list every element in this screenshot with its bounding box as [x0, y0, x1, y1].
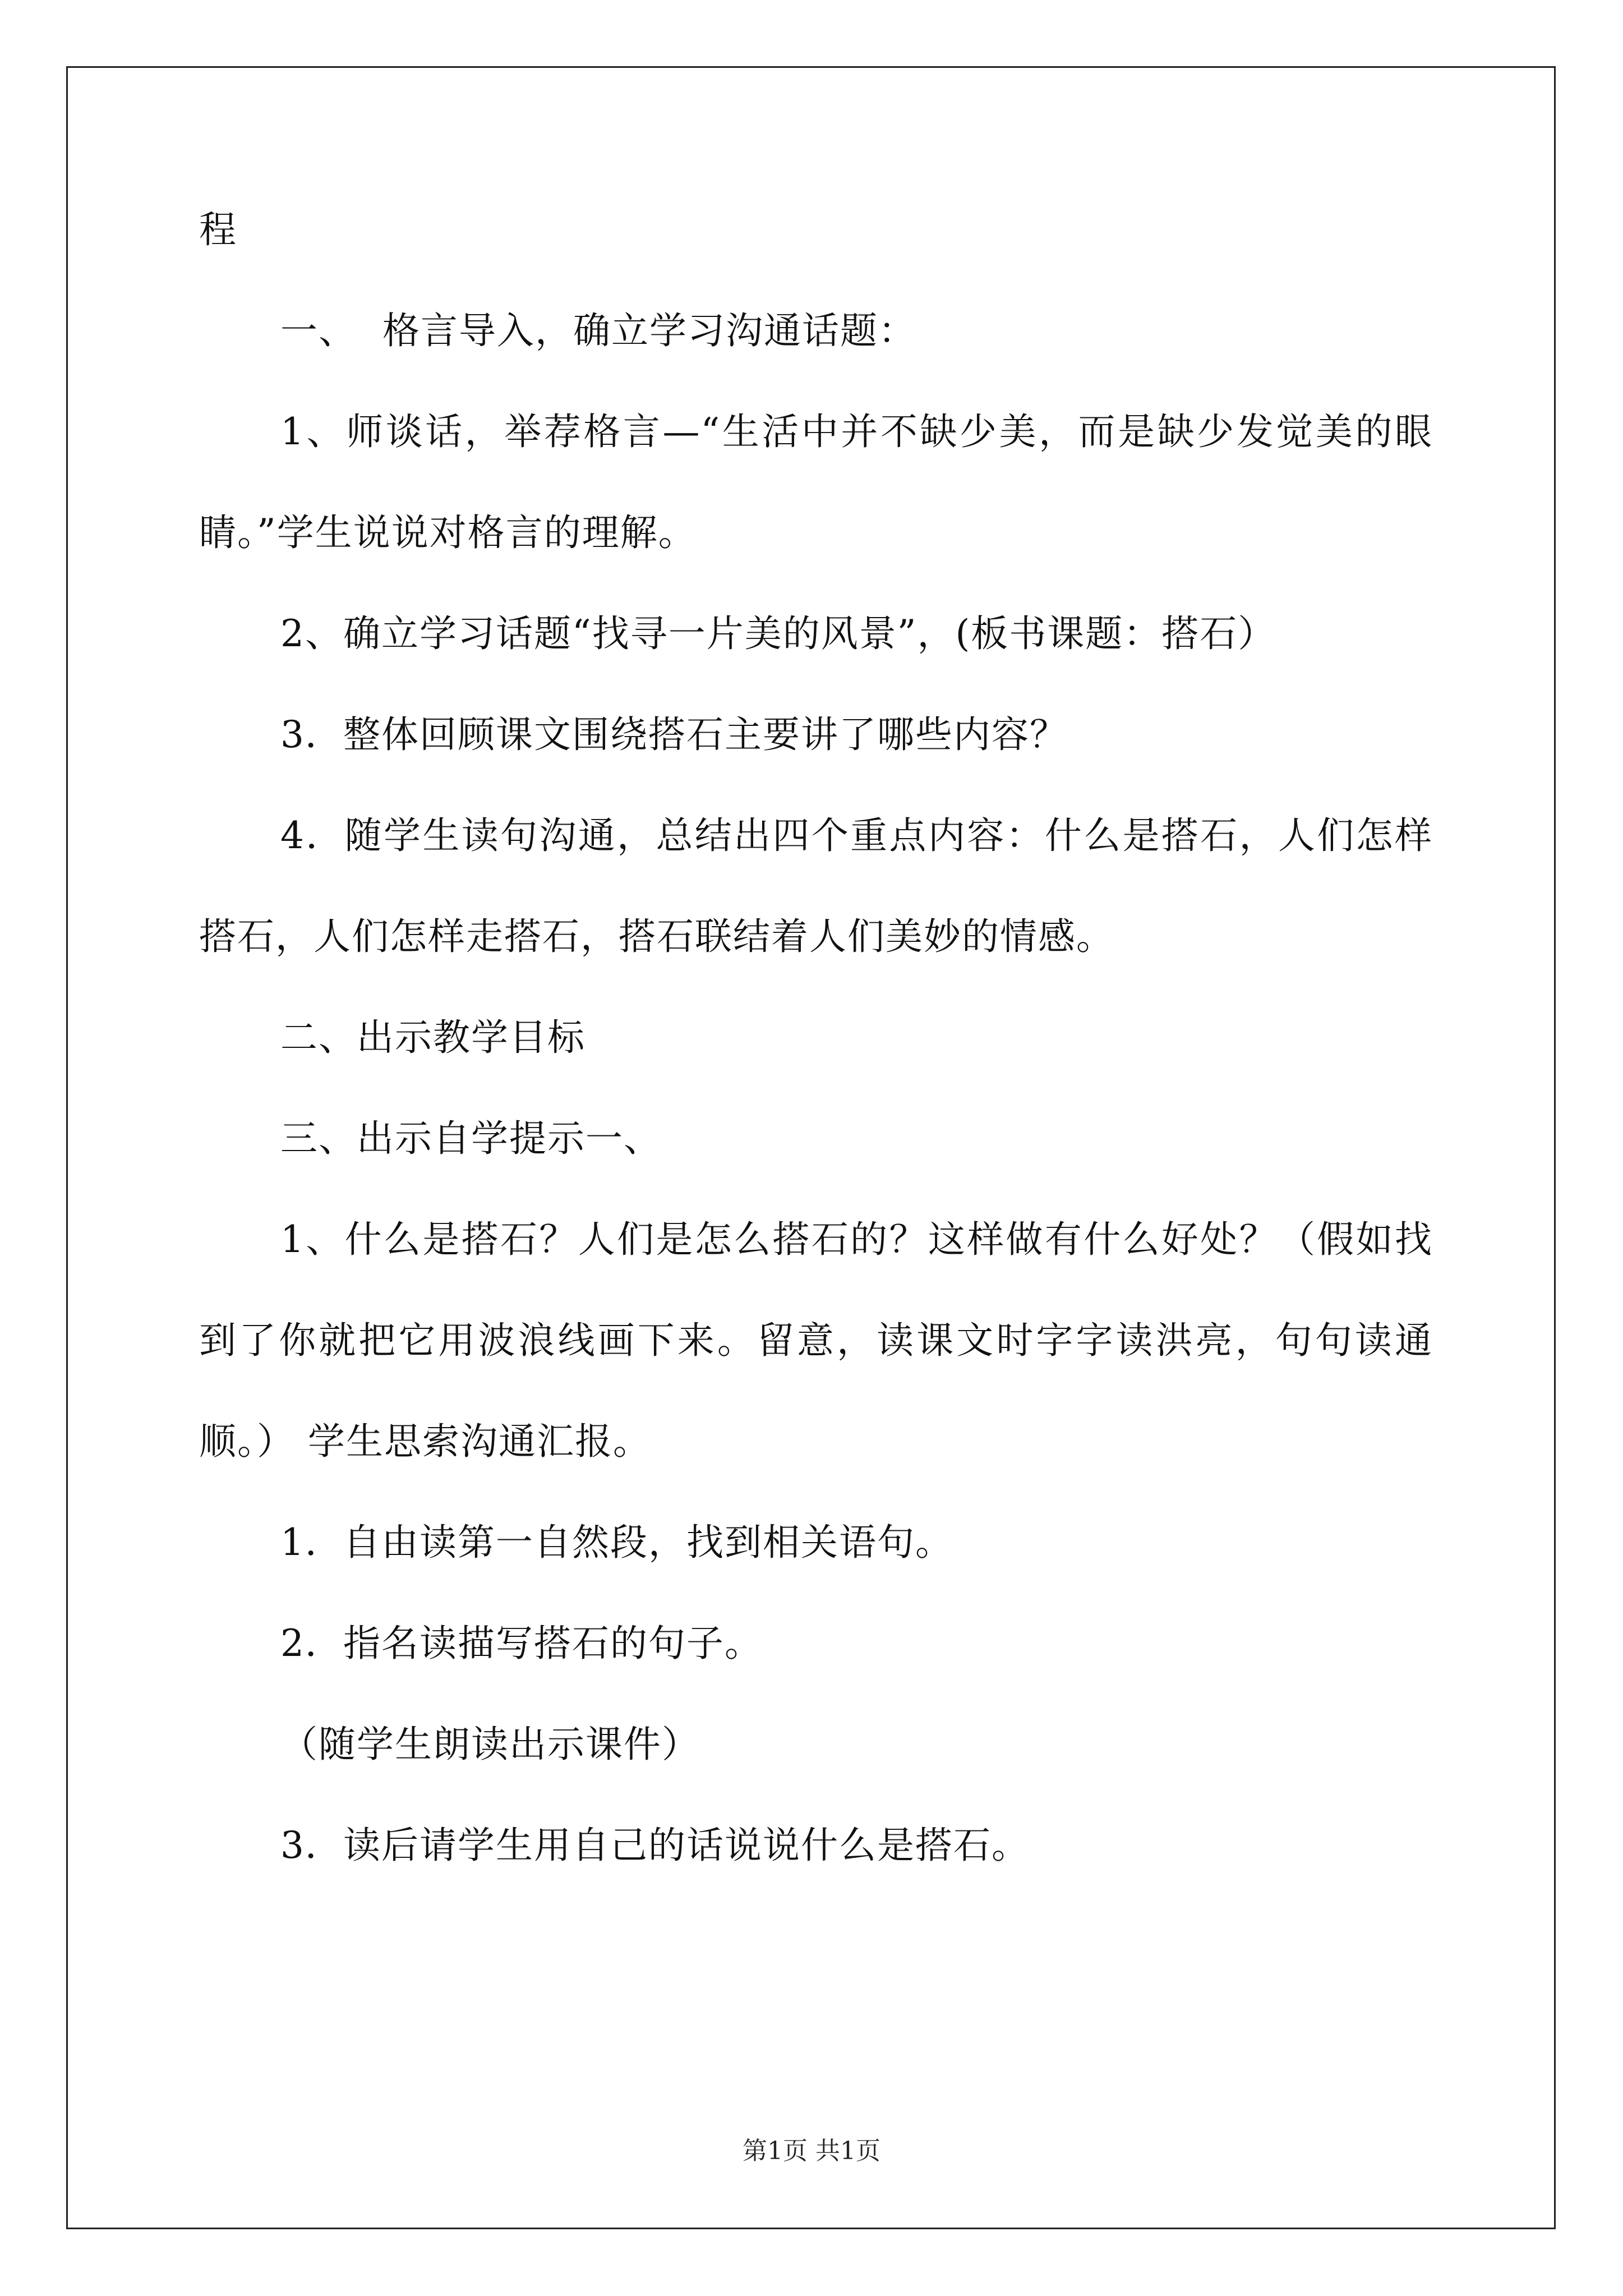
paragraph-step-1: 1．自由读第一自然段，找到相关语句。 — [280, 1521, 953, 1564]
document-body — [199, 205, 1433, 1921]
paragraph-summary: 4．随学生读句沟通，总结出四个重点内容：什么是搭石，人们怎样搭石，人们怎样走搭石，搭石联结着人们美妙的情感。 — [199, 814, 1433, 958]
page-footer: 第1页 共1页 — [743, 2137, 880, 2165]
paragraph-self-study-questions: 1、什么是搭石？人们是怎么搭石的？这样做有什么好处？（假如找到了你就把它用波浪线画下来。留意，读课文时字字读洪亮，句句读通顺。） 学生思索沟通汇报。 — [199, 1218, 1433, 1463]
paragraph-topic: 2、确立学习话题“找寻一片美的风景”，(板书课题：搭石） — [280, 612, 1276, 655]
paragraph-courseware-note: （随学生朗读出示课件） — [280, 1723, 700, 1766]
paragraph-step-2: 2．指名读描写搭石的句子。 — [280, 1622, 763, 1665]
paragraph-motto: 1、师谈话，举荐格言—“生活中并不缺少美，而是缺少发觉美的眼睛。”学生说说对格言的理解。 — [199, 410, 1433, 554]
paragraph-step-3: 3．读后请学生用自己的话说说什么是搭石。 — [280, 1824, 1030, 1867]
paragraph-section-two-heading: 二、出示教学目标 — [280, 1016, 585, 1059]
paragraph-continuation: 程 — [199, 208, 237, 251]
paragraph-section-one-heading: 一、 格言导入，确立学习沟通话题： — [280, 309, 916, 352]
paragraph-review: 3．整体回顾课文围绕搭石主要讲了哪些内容？ — [280, 713, 1068, 756]
paragraph-section-three-heading: 三、出示自学提示一、 — [280, 1117, 662, 1160]
